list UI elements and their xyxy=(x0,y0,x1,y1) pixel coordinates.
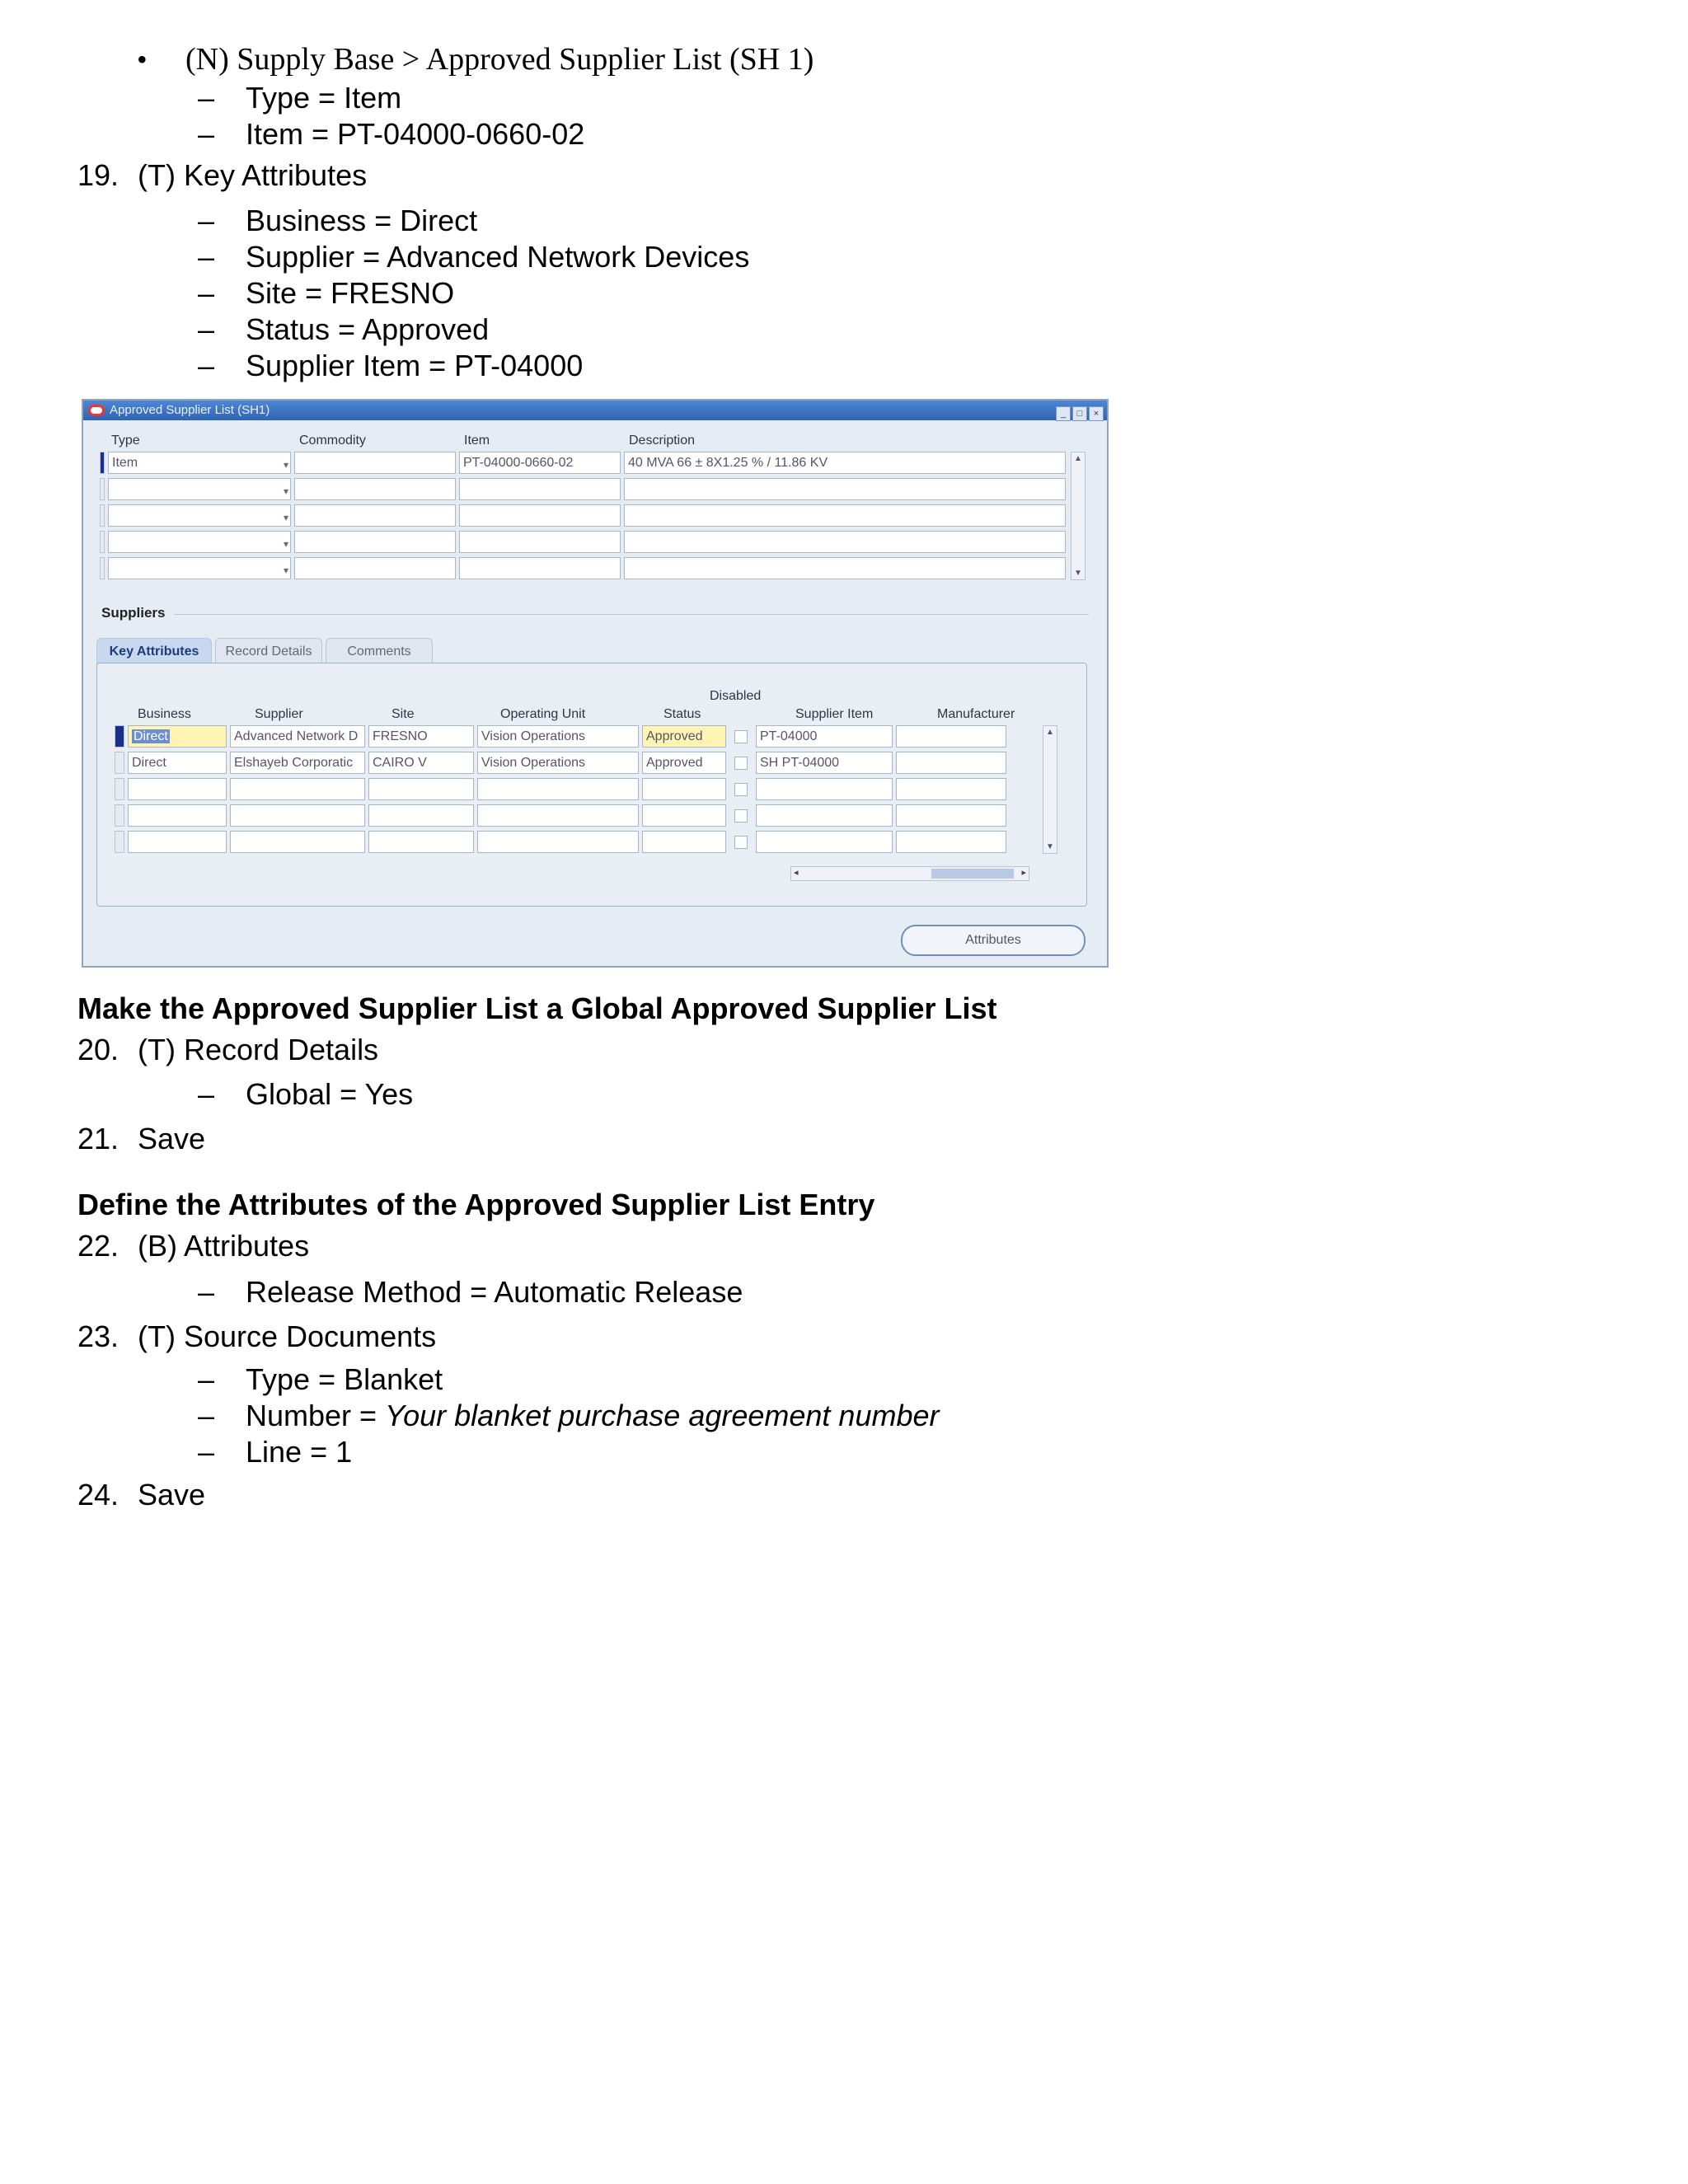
description-field[interactable] xyxy=(624,557,1066,579)
tab-comments[interactable]: Comments xyxy=(326,638,433,666)
window-controls xyxy=(1054,403,1104,423)
site-value: CAIRO V xyxy=(373,756,427,770)
operating-unit-field[interactable] xyxy=(477,725,639,748)
chevron-down-icon[interactable]: ▾ xyxy=(283,485,288,497)
supplier-item-value: SH PT-04000 xyxy=(760,756,840,770)
commodity-field[interactable] xyxy=(294,478,456,500)
tab-key-attributes[interactable]: Key Attributes xyxy=(96,638,212,666)
step-text: Save xyxy=(138,1478,206,1511)
scroll-thumb[interactable] xyxy=(931,869,1014,879)
type-field[interactable] xyxy=(108,557,291,579)
operating-unit-field[interactable] xyxy=(477,831,639,853)
disabled-checkbox[interactable] xyxy=(734,757,748,770)
supplier-item-field[interactable] xyxy=(756,725,893,748)
disabled-checkbox[interactable] xyxy=(734,809,748,823)
step-item xyxy=(246,1398,940,1434)
type-field[interactable] xyxy=(108,478,291,500)
row-marker[interactable] xyxy=(115,778,124,800)
description-label: Description xyxy=(629,434,696,448)
status-field[interactable] xyxy=(642,831,726,853)
item-field[interactable] xyxy=(459,478,621,500)
minimize-icon[interactable]: _ xyxy=(1056,406,1071,421)
disabled-checkbox[interactable] xyxy=(734,783,748,796)
item-field[interactable] xyxy=(459,504,621,527)
number-prefix: Number = xyxy=(246,1399,386,1432)
manufacturer-field[interactable] xyxy=(896,752,1006,774)
row-marker[interactable] xyxy=(100,531,105,553)
site-field[interactable] xyxy=(368,752,474,774)
form-title: Approved Supplier List (SH1) xyxy=(110,403,270,417)
close-icon[interactable]: × xyxy=(1089,406,1104,421)
disabled-checkbox[interactable] xyxy=(734,836,748,849)
step-item: Global = Yes xyxy=(246,1077,414,1111)
type-field[interactable] xyxy=(108,452,291,474)
status-field[interactable] xyxy=(642,804,726,827)
status-value: Approved xyxy=(646,756,703,770)
operating-unit-label: Operating Unit xyxy=(500,707,586,721)
dash: – xyxy=(198,204,215,237)
type-value: Item xyxy=(112,456,138,470)
commodity-field[interactable] xyxy=(294,504,456,527)
type-field[interactable] xyxy=(108,504,291,527)
disabled-label: Disabled xyxy=(710,689,762,703)
site-field[interactable] xyxy=(368,725,474,748)
step-item: Supplier = Advanced Network Devices xyxy=(246,240,750,274)
step-item: Business = Direct xyxy=(246,204,478,237)
divider xyxy=(174,614,1089,615)
supplier-field[interactable] xyxy=(230,725,365,748)
operating-unit-value: Vision Operations xyxy=(481,729,585,743)
operating-unit-field[interactable] xyxy=(477,752,639,774)
supplier-field[interactable] xyxy=(230,752,365,774)
status-field[interactable] xyxy=(642,778,726,800)
status-label: Status xyxy=(663,707,701,721)
site-field[interactable] xyxy=(368,831,474,853)
step-number: 22. xyxy=(77,1229,120,1263)
supplier-label: Supplier xyxy=(255,707,303,721)
disabled-checkbox[interactable] xyxy=(734,730,748,743)
supplier-item-field[interactable] xyxy=(756,804,893,827)
status-field[interactable] xyxy=(642,725,726,748)
supplier-field[interactable] xyxy=(230,778,365,800)
site-value: FRESNO xyxy=(373,729,428,743)
description-field[interactable] xyxy=(624,504,1066,527)
dash: – xyxy=(198,1399,215,1432)
step-item: Site = FRESNO xyxy=(246,276,455,310)
description-value: 40 MVA 66 ± 8X1.25 % / 11.86 KV xyxy=(628,456,828,470)
number-value: Your blanket purchase agreement number xyxy=(385,1399,940,1432)
chevron-down-icon[interactable]: ▾ xyxy=(283,459,288,471)
supplier-value: Elshayeb Corporatic xyxy=(234,756,354,770)
chevron-down-icon[interactable]: ▾ xyxy=(283,512,288,523)
description-field[interactable] xyxy=(624,531,1066,553)
supplier-field[interactable] xyxy=(230,804,365,827)
status-field[interactable] xyxy=(642,752,726,774)
step-number: 19. xyxy=(77,158,120,192)
business-value: Direct xyxy=(134,729,168,743)
step-text: Save xyxy=(138,1122,206,1155)
site-label: Site xyxy=(392,707,415,721)
dash: – xyxy=(198,349,215,382)
scroll-right-icon[interactable]: ▸ xyxy=(1021,868,1026,878)
row-marker[interactable] xyxy=(100,478,105,500)
row-marker[interactable] xyxy=(115,831,124,853)
intro-item: Item = PT-04000-0660-02 xyxy=(246,117,585,151)
step-number: 21. xyxy=(77,1122,120,1155)
supplier-item-field[interactable] xyxy=(756,778,893,800)
row-marker[interactable] xyxy=(100,557,105,579)
step-text: (T) Record Details xyxy=(138,1033,379,1066)
supplier-item-field[interactable] xyxy=(756,831,893,853)
operating-unit-value: Vision Operations xyxy=(481,756,585,770)
step-item: Type = Blanket xyxy=(246,1362,443,1396)
description-field[interactable] xyxy=(624,452,1066,474)
scroll-up-icon[interactable]: ▲ xyxy=(1046,728,1054,737)
form-titlebar xyxy=(83,401,1107,420)
item-value: PT-04000-0660-02 xyxy=(463,456,574,470)
item-label: Item xyxy=(464,434,490,448)
dash: – xyxy=(198,1435,215,1469)
row-marker[interactable] xyxy=(100,452,105,474)
supplier-item-label: Supplier Item xyxy=(795,707,874,721)
scroll-left-icon[interactable]: ◂ xyxy=(794,868,799,878)
chevron-down-icon[interactable]: ▾ xyxy=(283,565,288,576)
manufacturer-field[interactable] xyxy=(896,831,1006,853)
step-item: Line = 1 xyxy=(246,1435,353,1469)
business-field[interactable] xyxy=(128,778,227,800)
business-label: Business xyxy=(138,707,191,721)
dash: – xyxy=(198,276,215,310)
horizontal-scrollbar[interactable] xyxy=(790,866,1029,881)
step-text: (T) Key Attributes xyxy=(138,158,368,192)
manufacturer-field[interactable] xyxy=(896,804,1006,827)
row-marker[interactable] xyxy=(115,725,124,748)
step-item: Supplier Item = PT-04000 xyxy=(246,349,584,382)
dash: – xyxy=(198,312,215,346)
tab-record-details[interactable]: Record Details xyxy=(215,638,322,666)
step-item: Status = Approved xyxy=(246,312,490,346)
business-field[interactable] xyxy=(128,804,227,827)
dash: – xyxy=(198,117,215,151)
section-heading: Define the Attributes of the Approved Supplier List Entry xyxy=(77,1188,875,1221)
step-number: 20. xyxy=(77,1033,120,1066)
item-field[interactable] xyxy=(459,557,621,579)
operating-unit-field[interactable] xyxy=(477,778,639,800)
suppliers-scrollbar[interactable] xyxy=(1043,725,1057,854)
type-field[interactable] xyxy=(108,531,291,553)
operating-unit-field[interactable] xyxy=(477,804,639,827)
type-label: Type xyxy=(111,434,140,448)
section-heading: Make the Approved Supplier List a Global Approved Supplier List xyxy=(77,991,997,1025)
item-field[interactable] xyxy=(459,452,621,474)
commodity-field[interactable] xyxy=(294,557,456,579)
dash: – xyxy=(198,1362,215,1396)
suppliers-section-title: Suppliers xyxy=(101,605,166,621)
step-number: 24. xyxy=(77,1478,120,1511)
attributes-button[interactable]: Attributes xyxy=(901,925,1085,956)
dash: – xyxy=(198,81,215,115)
nav-path: (N) Supply Base > Approved Supplier List (SH 1) xyxy=(185,42,814,77)
dash: – xyxy=(198,1275,215,1309)
status-value: Approved xyxy=(646,729,703,743)
scroll-down-icon[interactable]: ▼ xyxy=(1074,569,1082,578)
manufacturer-field[interactable] xyxy=(896,778,1006,800)
site-field[interactable] xyxy=(368,804,474,827)
site-field[interactable] xyxy=(368,778,474,800)
manufacturer-label: Manufacturer xyxy=(937,707,1015,721)
row-marker[interactable] xyxy=(100,504,105,527)
commodity-label: Commodity xyxy=(299,434,366,448)
oracle-logo-icon xyxy=(88,405,105,416)
commodity-field[interactable] xyxy=(294,531,456,553)
scroll-up-icon[interactable]: ▲ xyxy=(1074,454,1082,463)
scroll-down-icon[interactable]: ▼ xyxy=(1046,842,1054,851)
supplier-value: Advanced Network D xyxy=(234,729,359,743)
maximize-icon[interactable]: □ xyxy=(1072,406,1087,421)
business-field[interactable] xyxy=(128,725,227,748)
header-scrollbar[interactable] xyxy=(1071,452,1085,580)
item-field[interactable] xyxy=(459,531,621,553)
row-marker[interactable] xyxy=(115,804,124,827)
manufacturer-field[interactable] xyxy=(896,725,1006,748)
chevron-down-icon[interactable]: ▾ xyxy=(283,538,288,550)
approved-supplier-list-form xyxy=(82,399,1109,968)
business-field[interactable] xyxy=(128,752,227,774)
step-number: 23. xyxy=(77,1319,120,1353)
bullet-dot: • xyxy=(137,43,148,76)
commodity-field[interactable] xyxy=(294,452,456,474)
business-field[interactable] xyxy=(128,831,227,853)
step-text: (B) Attributes xyxy=(138,1229,310,1263)
dash: – xyxy=(198,1077,215,1111)
supplier-item-field[interactable] xyxy=(756,752,893,774)
intro-item: Type = Item xyxy=(246,81,402,115)
step-item: Release Method = Automatic Release xyxy=(246,1275,743,1309)
description-field[interactable] xyxy=(624,478,1066,500)
business-value: Direct xyxy=(132,756,166,770)
row-marker[interactable] xyxy=(115,752,124,774)
dash: – xyxy=(198,240,215,274)
supplier-field[interactable] xyxy=(230,831,365,853)
step-text: (T) Source Documents xyxy=(138,1319,437,1353)
supplier-item-value: PT-04000 xyxy=(760,729,818,743)
